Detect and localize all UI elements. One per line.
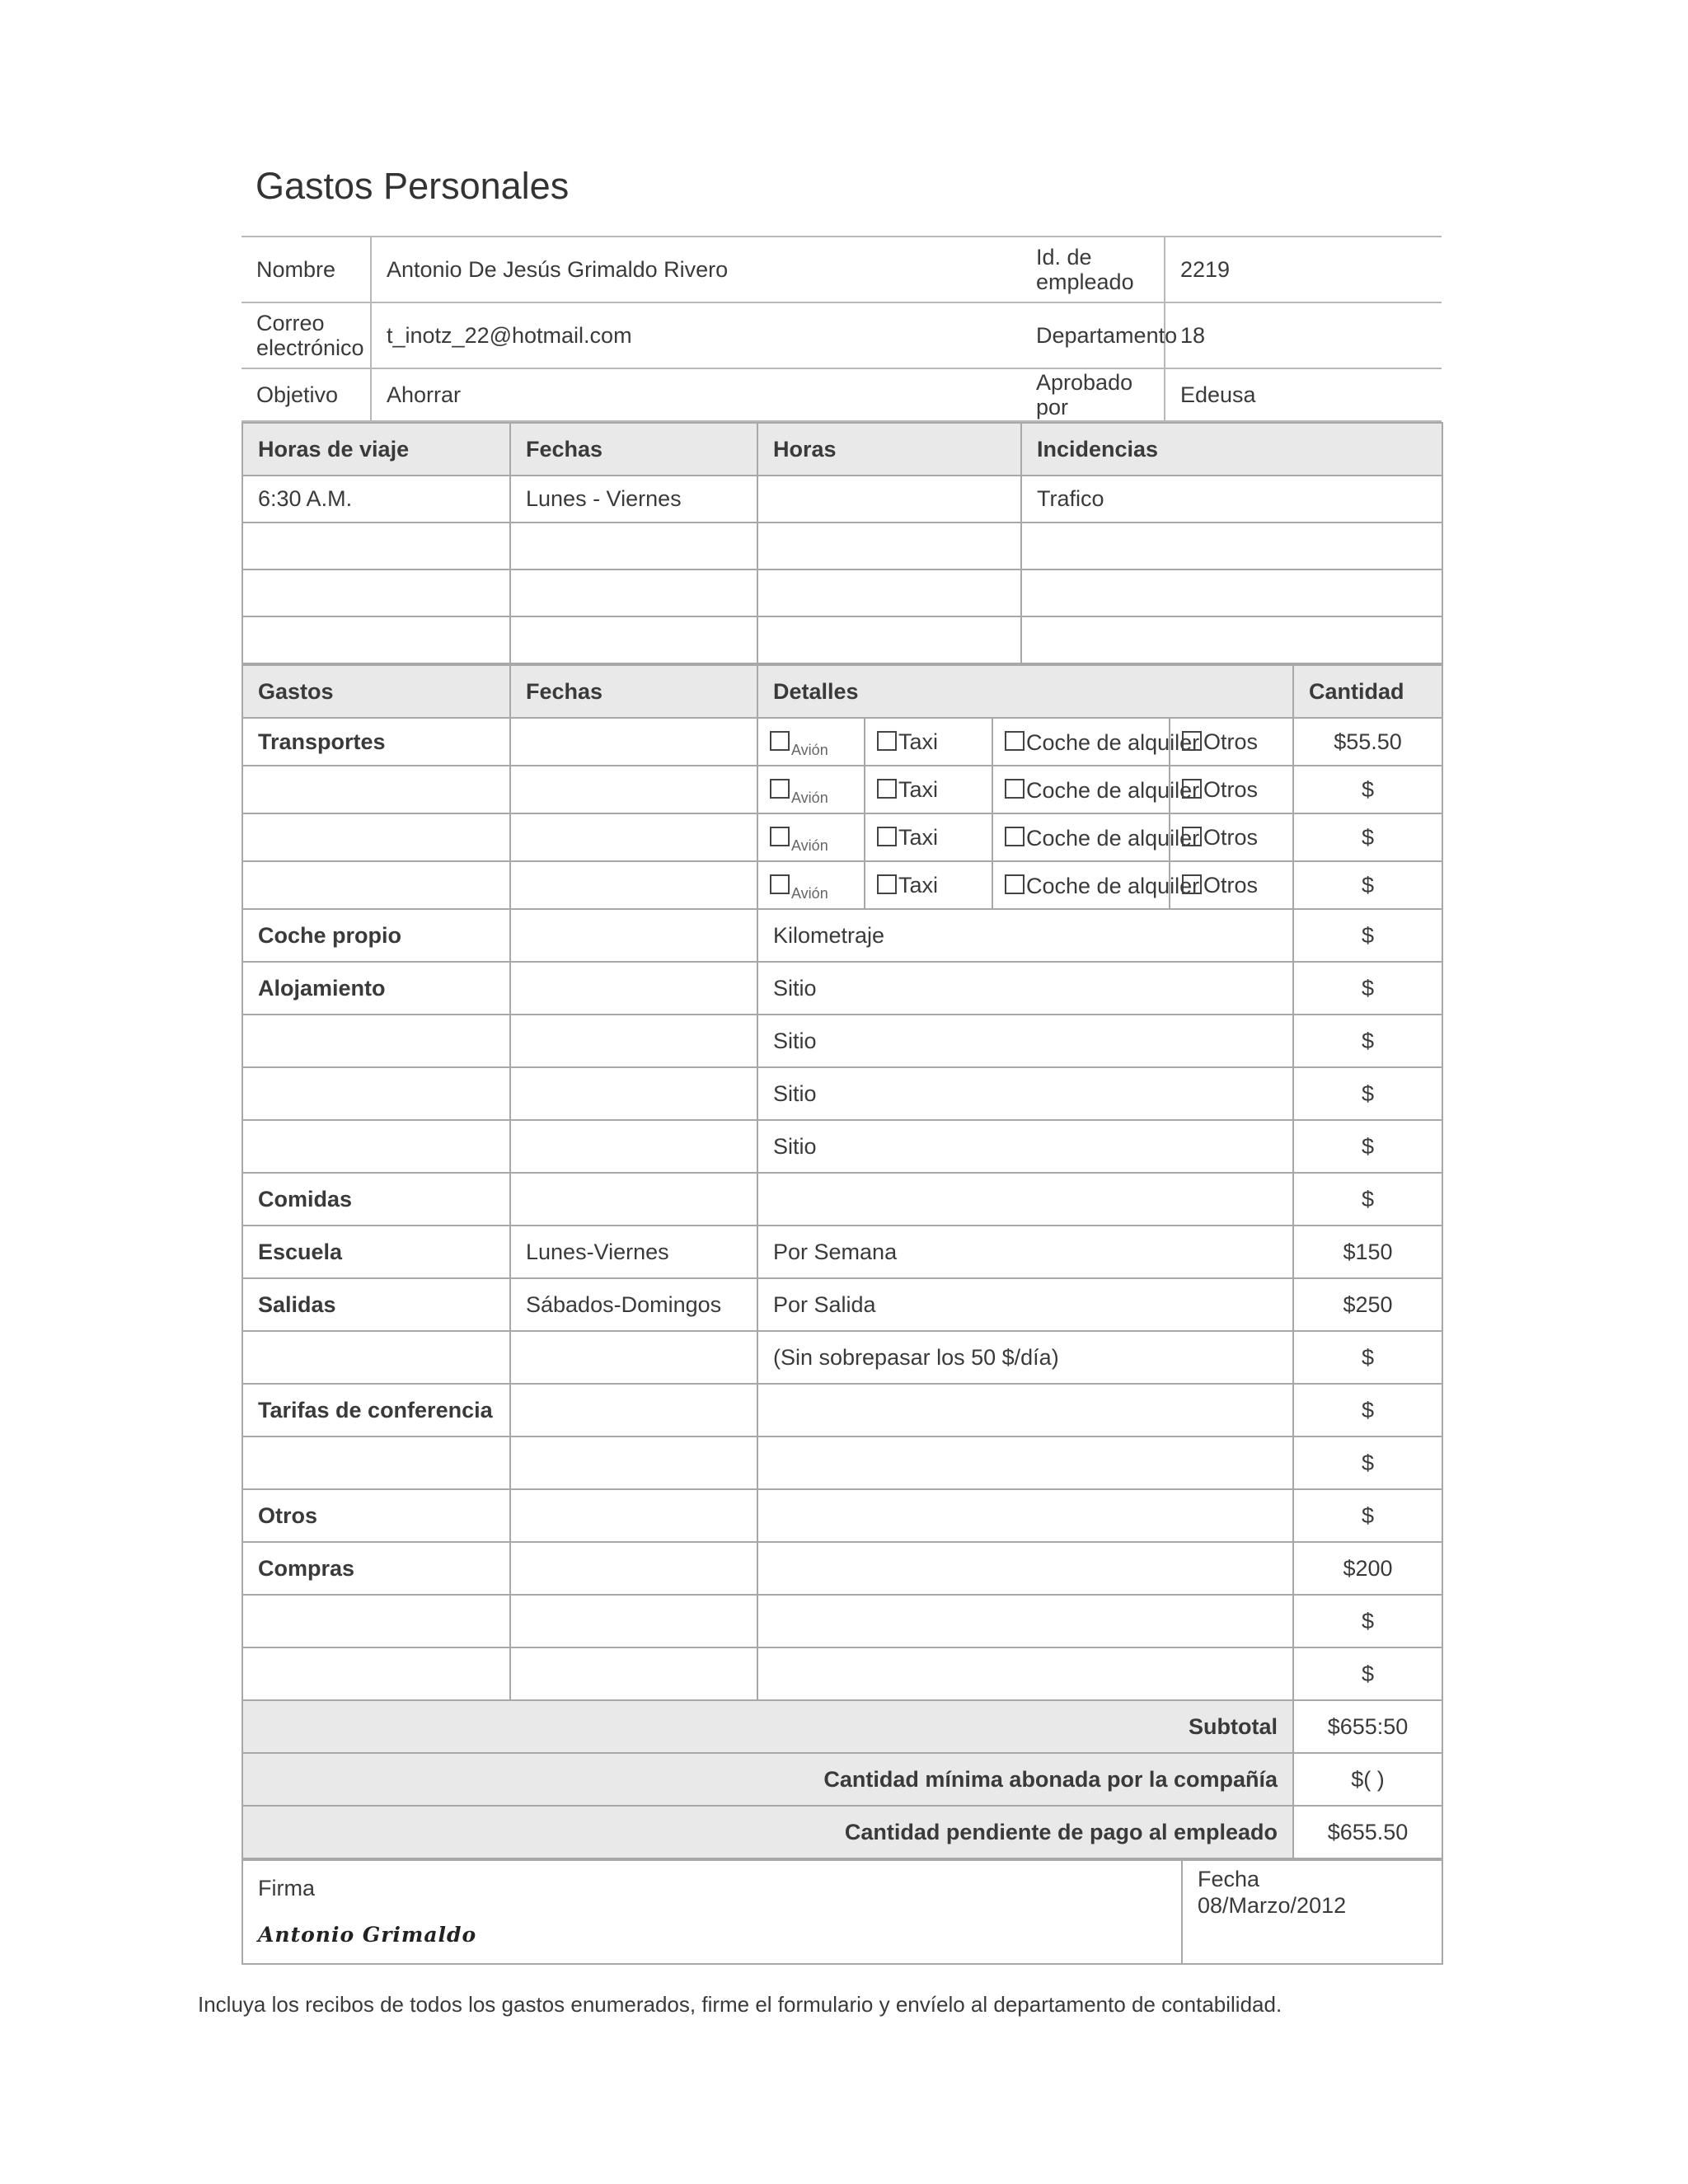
travel-cell[interactable] — [242, 616, 510, 663]
expense-category — [242, 766, 510, 813]
travel-cell[interactable] — [757, 476, 1021, 523]
employee-id-value[interactable]: 2219 — [1165, 237, 1442, 302]
checkbox-otros[interactable] — [1170, 813, 1293, 861]
expense-category: Otros — [242, 1489, 510, 1542]
expense-category: Tarifas de conferencia — [242, 1384, 510, 1436]
checkbox-label: Taxi — [898, 776, 939, 802]
transport-row — [242, 766, 1442, 813]
table-row — [242, 1647, 1442, 1700]
table-row — [242, 1595, 1442, 1647]
expense-amount[interactable]: $ — [1293, 1489, 1442, 1542]
expense-date[interactable] — [510, 1384, 757, 1436]
travel-cell[interactable] — [757, 523, 1021, 569]
travel-cell[interactable] — [1021, 616, 1442, 663]
checkbox-label: Coche de alquiler — [1026, 777, 1200, 803]
checkbox-label: Otros — [1203, 824, 1259, 850]
expense-category: Escuela — [242, 1226, 510, 1278]
expense-detail[interactable]: Kilometraje — [757, 909, 1293, 962]
expense-detail[interactable]: (Sin sobrepasar los 50 $/día) — [757, 1331, 1293, 1384]
table-row — [242, 523, 1442, 569]
expense-form — [241, 236, 1442, 1965]
expense-date[interactable] — [510, 909, 757, 962]
travel-header-incidencias: Incidencias — [1021, 423, 1442, 476]
table-row — [242, 569, 1442, 616]
checkbox-avion[interactable] — [757, 813, 865, 861]
expense-category: Alojamiento — [242, 962, 510, 1015]
correo-value[interactable]: t_inotz_22@hotmail.com — [371, 302, 1021, 368]
table-row — [242, 909, 1442, 962]
checkbox-label: Otros — [1203, 872, 1259, 898]
expense-detail[interactable] — [757, 1542, 1293, 1595]
expense-header-detalles: Detalles — [757, 665, 1293, 718]
employee-info-table — [241, 236, 1442, 422]
expense-date[interactable] — [510, 1489, 757, 1542]
page-title: Gastos Personales — [256, 165, 570, 207]
travel-cell[interactable] — [510, 523, 757, 569]
objetivo-label: Objetivo — [241, 368, 371, 421]
expense-date[interactable] — [510, 1595, 757, 1647]
transport-amount[interactable]: $ — [1293, 861, 1442, 909]
travel-cell[interactable]: 6:30 A.M. — [242, 476, 510, 523]
checkbox-box[interactable] — [1005, 874, 1025, 894]
transport-row — [242, 813, 1442, 861]
checkbox-label: Coche de alquiler — [1026, 729, 1200, 755]
travel-header-fechas: Fechas — [510, 423, 757, 476]
expense-date[interactable] — [510, 718, 757, 766]
fecha-label: Fecha — [1198, 1867, 1260, 1891]
travel-cell[interactable] — [242, 523, 510, 569]
travel-cell[interactable] — [510, 616, 757, 663]
expense-date[interactable] — [510, 1015, 757, 1067]
checkbox-label: Avión — [791, 790, 828, 807]
checkbox-label: Avión — [791, 885, 828, 902]
travel-cell[interactable]: Trafico — [1021, 476, 1442, 523]
expense-category — [242, 861, 510, 909]
checkbox-box[interactable] — [1005, 827, 1025, 846]
expense-detail[interactable]: Sitio — [757, 1067, 1293, 1120]
expense-category — [242, 1331, 510, 1384]
travel-cell[interactable] — [510, 569, 757, 616]
checkbox-label: Taxi — [898, 872, 939, 898]
checkbox-box[interactable] — [1182, 779, 1202, 799]
table-row — [242, 1331, 1442, 1384]
expense-amount[interactable]: $ — [1293, 1595, 1442, 1647]
checkbox-label: Taxi — [898, 824, 939, 850]
expense-date[interactable] — [510, 962, 757, 1015]
checkbox-label: Avión — [791, 742, 828, 759]
expense-date[interactable]: Lunes-Viernes — [510, 1226, 757, 1278]
departamento-label: Departamento — [1021, 302, 1165, 368]
expense-date[interactable] — [510, 861, 757, 909]
table-row — [242, 476, 1442, 523]
checkbox-box[interactable] — [877, 827, 897, 846]
signature-cell[interactable] — [242, 1860, 1182, 1964]
table-row — [242, 962, 1442, 1015]
travel-cell[interactable] — [1021, 523, 1442, 569]
checkbox-avion[interactable] — [757, 718, 865, 766]
table-row — [242, 1384, 1442, 1436]
table-row — [242, 1436, 1442, 1489]
table-row — [242, 1067, 1442, 1120]
expense-category: Coche propio — [242, 909, 510, 962]
signature-table — [241, 1859, 1443, 1965]
checkbox-box[interactable] — [1005, 731, 1025, 751]
expense-category — [242, 1595, 510, 1647]
expense-detail[interactable]: Sitio — [757, 1015, 1293, 1067]
table-row — [242, 1173, 1442, 1226]
checkbox-taxi[interactable] — [865, 766, 992, 813]
expense-category — [242, 813, 510, 861]
checkbox-box[interactable] — [877, 874, 897, 894]
checkbox-box[interactable] — [770, 874, 790, 894]
expense-detail[interactable] — [757, 1173, 1293, 1226]
checkbox-coche-alquiler[interactable] — [992, 813, 1200, 861]
travel-cell[interactable] — [242, 569, 510, 616]
checkbox-taxi[interactable] — [865, 813, 992, 861]
objetivo-value[interactable]: Ahorrar — [371, 368, 1021, 421]
aprobado-value[interactable]: Edeusa — [1165, 368, 1442, 421]
subtotal-value[interactable]: $655:50 — [1293, 1700, 1442, 1753]
expense-date[interactable]: Sábados-Domingos — [510, 1278, 757, 1331]
expense-detail[interactable] — [757, 1436, 1293, 1489]
expense-date[interactable] — [510, 1173, 757, 1226]
expense-date[interactable] — [510, 1647, 757, 1700]
expense-amount[interactable]: $ — [1293, 1331, 1442, 1384]
transport-amount[interactable]: $55.50 — [1293, 718, 1442, 766]
expense-amount[interactable]: $ — [1293, 1120, 1442, 1173]
checkbox-box[interactable] — [770, 827, 790, 846]
nombre-label: Nombre — [241, 237, 371, 302]
transport-label: Transportes — [242, 718, 510, 766]
employee-id-label: Id. de empleado — [1021, 237, 1165, 302]
table-row — [242, 1489, 1442, 1542]
transport-amount[interactable]: $ — [1293, 813, 1442, 861]
expense-amount[interactable]: $ — [1293, 1436, 1442, 1489]
expense-date[interactable] — [510, 813, 757, 861]
checkbox-taxi[interactable] — [865, 718, 992, 766]
firma-label: Firma — [258, 1876, 315, 1900]
travel-cell[interactable]: Lunes - Viernes — [510, 476, 757, 523]
minimum-paid-row — [242, 1753, 1442, 1806]
expense-detail[interactable]: Sitio — [757, 962, 1293, 1015]
aprobado-label: Aprobado por — [1021, 368, 1165, 421]
expense-amount[interactable]: $ — [1293, 962, 1442, 1015]
expense-date[interactable] — [510, 1331, 757, 1384]
table-row — [242, 1015, 1442, 1067]
travel-hours-table — [241, 422, 1443, 664]
checkbox-box[interactable] — [1182, 874, 1202, 894]
table-row — [242, 616, 1442, 663]
pending-payment-label: Cantidad pendiente de pago al empleado — [242, 1806, 1293, 1858]
transport-row — [242, 718, 1442, 766]
checkbox-label: Otros — [1203, 776, 1259, 802]
fecha-value: 08/Marzo/2012 — [1198, 1893, 1347, 1918]
expense-date[interactable] — [510, 1436, 757, 1489]
expense-detail[interactable] — [757, 1647, 1293, 1700]
checkbox-label: Coche de alquiler — [1026, 825, 1200, 851]
footer-instructions: Incluya los recibos de todos los gastos enumerados, firme el formulario y envíelo al departamento de contabilidad. — [198, 1992, 1282, 2017]
expense-detail[interactable]: Por Semana — [757, 1226, 1293, 1278]
checkbox-otros[interactable] — [1170, 861, 1293, 909]
expense-detail[interactable] — [757, 1384, 1293, 1436]
date-cell[interactable] — [1182, 1860, 1442, 1964]
expense-amount[interactable]: $ — [1293, 1067, 1442, 1120]
travel-cell[interactable] — [757, 616, 1021, 663]
subtotal-label: Subtotal — [242, 1700, 1293, 1753]
checkbox-label: Otros — [1203, 729, 1259, 754]
checkbox-taxi[interactable] — [865, 861, 992, 909]
checkbox-label: Taxi — [898, 729, 939, 754]
expense-category — [242, 1647, 510, 1700]
checkbox-box[interactable] — [770, 731, 790, 751]
expense-amount[interactable]: $ — [1293, 1647, 1442, 1700]
expense-amount[interactable]: $ — [1293, 1173, 1442, 1226]
expense-category: Comidas — [242, 1173, 510, 1226]
expense-category — [242, 1120, 510, 1173]
signature: Antonio Grimaldo — [258, 1923, 477, 1947]
checkbox-label: Coche de alquiler — [1026, 873, 1200, 898]
checkbox-otros[interactable] — [1170, 718, 1293, 766]
travel-cell[interactable] — [757, 569, 1021, 616]
expense-amount[interactable]: $ — [1293, 1384, 1442, 1436]
pending-payment-value[interactable]: $655.50 — [1293, 1806, 1442, 1858]
minimum-paid-label: Cantidad mínima abonada por la compañía — [242, 1753, 1293, 1806]
expense-category: Compras — [242, 1542, 510, 1595]
expense-date[interactable] — [510, 1120, 757, 1173]
expense-detail[interactable]: Sitio — [757, 1120, 1293, 1173]
table-row — [242, 1226, 1442, 1278]
checkbox-box[interactable] — [1005, 779, 1025, 799]
transport-amount[interactable]: $ — [1293, 766, 1442, 813]
checkbox-box[interactable] — [770, 779, 790, 799]
expense-category — [242, 1067, 510, 1120]
expense-amount[interactable]: $ — [1293, 1015, 1442, 1067]
travel-header-horas: Horas — [757, 423, 1021, 476]
expense-detail[interactable]: Por Salida — [757, 1278, 1293, 1331]
expense-date[interactable] — [510, 766, 757, 813]
expense-amount[interactable]: $150 — [1293, 1226, 1442, 1278]
travel-cell[interactable] — [1021, 569, 1442, 616]
expense-category: Salidas — [242, 1278, 510, 1331]
checkbox-label: Avión — [791, 837, 828, 855]
checkbox-box[interactable] — [1182, 731, 1202, 751]
nombre-value[interactable]: Antonio De Jesús Grimaldo Rivero — [371, 237, 1021, 302]
checkbox-coche-alquiler[interactable] — [992, 861, 1200, 909]
expense-detail[interactable] — [757, 1595, 1293, 1647]
expense-amount[interactable]: $ — [1293, 909, 1442, 962]
travel-header-horas-de-viaje: Horas de viaje — [242, 423, 510, 476]
table-row — [242, 1278, 1442, 1331]
expense-header-gastos: Gastos — [242, 665, 510, 718]
departamento-value[interactable]: 18 — [1165, 302, 1442, 368]
checkbox-avion[interactable] — [757, 861, 865, 909]
checkbox-coche-alquiler[interactable] — [992, 718, 1200, 766]
checkbox-box[interactable] — [877, 779, 897, 799]
checkbox-box[interactable] — [877, 731, 897, 751]
expense-date[interactable] — [510, 1542, 757, 1595]
table-row — [242, 1542, 1442, 1595]
checkbox-otros[interactable] — [1170, 766, 1293, 813]
transport-row — [242, 861, 1442, 909]
expense-date[interactable] — [510, 1067, 757, 1120]
correo-label: Correo electrónico — [241, 302, 371, 368]
expense-header-cantidad: Cantidad — [1293, 665, 1442, 718]
minimum-paid-value[interactable]: $( ) — [1293, 1753, 1442, 1806]
pending-payment-row — [242, 1806, 1442, 1858]
expense-header-fechas: Fechas — [510, 665, 757, 718]
expense-category — [242, 1015, 510, 1067]
expense-amount[interactable]: $200 — [1293, 1542, 1442, 1595]
expenses-table — [241, 664, 1443, 1859]
expense-amount[interactable]: $250 — [1293, 1278, 1442, 1331]
expense-category — [242, 1436, 510, 1489]
checkbox-avion[interactable] — [757, 766, 865, 813]
table-row — [242, 1120, 1442, 1173]
expense-detail[interactable] — [757, 1489, 1293, 1542]
checkbox-coche-alquiler[interactable] — [992, 766, 1200, 813]
checkbox-box[interactable] — [1182, 827, 1202, 846]
subtotal-row — [242, 1700, 1442, 1753]
